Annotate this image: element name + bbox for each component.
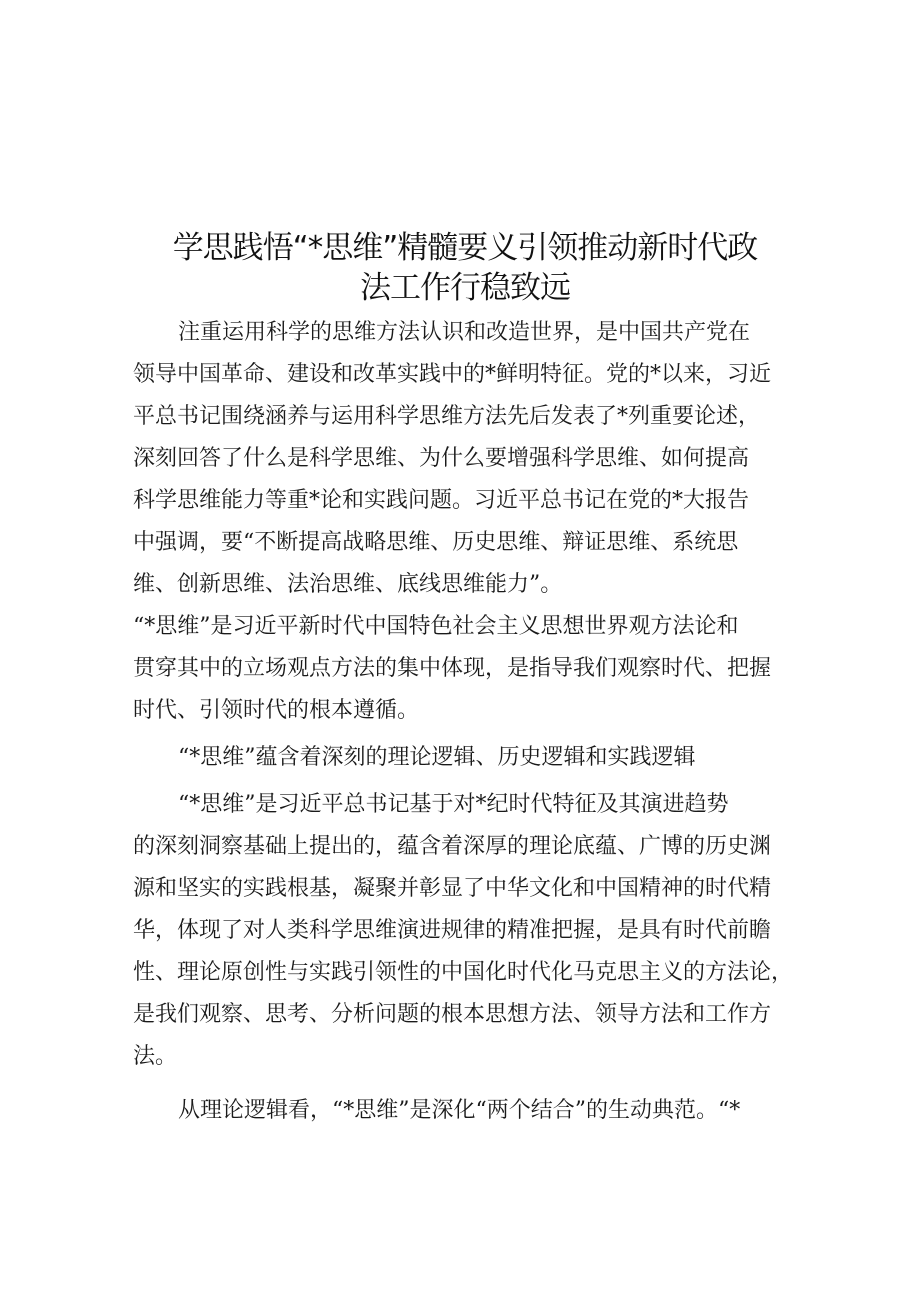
paragraph-line: 华，体现了对人类科学思维演进规律的精准把握，是具有时代前瞻 [133,918,772,943]
paragraph-line: 中强调，要“不断提高战略思维、历史思维、辩证思维、系统思 [133,530,739,555]
paragraph-line: 维、创新思维、法治思维、底线思维能力”。 [133,572,563,597]
paragraph-line: “*思维”是习近平总书记基于对*纪时代特征及其演进趋势 [178,792,729,817]
paragraph-line: 是我们观察、思考、分析问题的根本思想方法、领导方法和工作方 [133,1002,772,1027]
document-title-line-2: 法工作行稳致远 [360,270,570,306]
paragraph-line: 深刻回答了什么是科学思维、为什么要增强科学思维、如何提高 [133,446,750,471]
paragraph-line: 法。 [133,1044,178,1069]
paragraph-line: 的深刻洞察基础上提出的，蕴含着深厚的理论底蕴、广博的历史渊 [133,834,772,859]
paragraph-line: 贯穿其中的立场观点方法的集中体现，是指导我们观察时代、把握 [133,656,772,681]
paragraph-line: 从理论逻辑看，“*思维”是深化“两个结合”的生动典范。“* [178,1098,741,1123]
paragraph-line: 科学思维能力等重*论和实践问题。习近平总书记在党的*大报告 [133,488,750,513]
paragraph-line: 注重运用科学的思维方法认识和改造世界，是中国共产党在 [178,320,751,345]
document-title-line-1: 学思践悟“*思维”精髓要义引领推动新时代政 [172,230,758,266]
paragraph-line: 性、理论原创性与实践引领性的中国化时代化马克思主义的方法论， [133,960,794,985]
paragraph-line: 时代、引领时代的根本遵循。 [133,698,420,723]
paragraph-line: 领导中国革命、建设和改革实践中的*鲜明特征。党的*以来，习近 [133,362,772,387]
paragraph-line: “*思维”是习近平新时代中国特色社会主义思想世界观方法论和 [133,614,739,639]
section-subheading: “*思维”蕴含着深刻的理论逻辑、历史逻辑和实践逻辑 [178,745,696,770]
paragraph-line: 源和坚实的实践根基，凝聚并彰显了中华文化和中国精神的时代精 [133,876,772,901]
paragraph-line: 平总书记围绕涵养与运用科学思维方法先后发表了*列重要论述， [133,404,761,429]
